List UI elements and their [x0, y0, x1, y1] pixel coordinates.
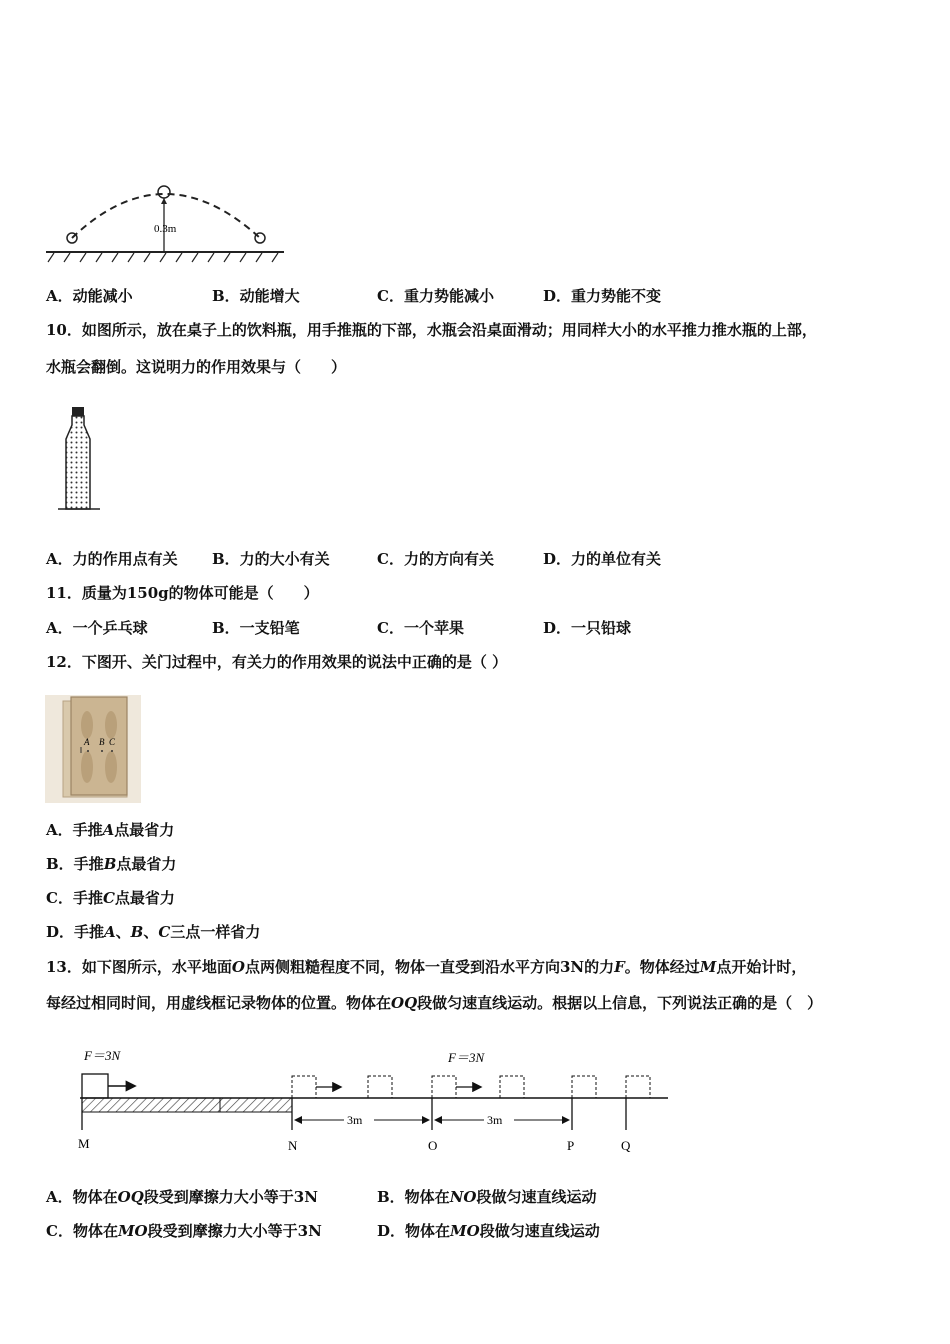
q12-option-d: D．手推A、B、C三点一样省力	[46, 923, 261, 941]
q10-option-a: A．力的作用点有关	[46, 550, 178, 568]
q10-option-d: D．力的单位有关	[543, 550, 662, 568]
door-label-a: A	[84, 737, 90, 747]
q9-option-a: A．动能减小	[46, 287, 133, 305]
q10-option-c: C．力的方向有关	[377, 550, 494, 568]
point-n: N	[288, 1138, 298, 1153]
q11-stem: 11．质量为150g的物体可能是（ ）	[46, 584, 319, 602]
q12-option-c: C．手推C点最省力	[46, 889, 175, 907]
q10-stem-line-1: 10．如图所示，放在桌子上的饮料瓶，用手推瓶的下部，水瓶会沿桌面滑动；用同样大小的水平推力推水瓶的上部，	[46, 321, 817, 339]
q13-stem-line-1: 13．如下图所示，水平地面O点两侧粗糙程度不同，物体一直受到沿水平方向3N的力F。物体经过M点开始计时，	[46, 958, 807, 976]
q13-option-a: A．物体在OQ段受到摩擦力大小等于3N	[46, 1188, 318, 1206]
point-p: P	[567, 1138, 575, 1153]
q9-option-d: D．重力势能不变	[543, 287, 662, 305]
door-figure	[45, 695, 141, 803]
distance-no: 3m	[347, 1113, 363, 1127]
distance-op: 3m	[487, 1113, 503, 1127]
force-label-1: F＝3N	[84, 1048, 121, 1063]
point-q: Q	[621, 1138, 631, 1153]
q13-option-c: C．物体在MO段受到摩擦力大小等于3N	[46, 1222, 322, 1240]
q10-stem-line-2: 水瓶会翻倒。这说明力的作用效果与（ ）	[46, 358, 347, 376]
object-block	[82, 1074, 108, 1098]
point-m: M	[78, 1136, 90, 1151]
height-label: 0.3m	[154, 223, 177, 235]
q11-option-b: B．一支铅笔	[212, 619, 300, 637]
q9-option-c: C．重力势能减小	[377, 287, 494, 305]
bottle-figure	[54, 405, 104, 517]
force-label-2: F＝3N	[448, 1050, 485, 1065]
q13-stem-line-2: 每经过相同时间，用虚线框记录物体的位置。物体在OQ段做匀速直线运动。根据以上信息，下列说法正确的是（ ）	[46, 994, 823, 1012]
motion-figure	[60, 1040, 680, 1160]
ball-trajectory-figure	[44, 180, 290, 272]
q10-option-b: B．力的大小有关	[212, 550, 330, 568]
door-label-b: B	[99, 737, 105, 747]
q9-option-b: B．动能增大	[212, 287, 300, 305]
q13-option-b: B．物体在NO段做匀速直线运动	[377, 1188, 597, 1206]
q12-option-b: B．手推B点最省力	[46, 855, 177, 873]
q11-option-c: C．一个苹果	[377, 619, 464, 637]
q13-option-d: D．物体在MO段做匀速直线运动	[377, 1222, 600, 1240]
q12-stem: 12．下图开、关门过程中，有关力的作用效果的说法中正确的是（ ）	[46, 653, 508, 671]
q11-option-a: A．一个乒乓球	[46, 619, 148, 637]
door-label-c: C	[109, 737, 116, 747]
q12-option-a: A．手推A点最省力	[46, 821, 175, 839]
q11-option-d: D．一只铅球	[543, 619, 632, 637]
point-o: O	[428, 1138, 438, 1153]
